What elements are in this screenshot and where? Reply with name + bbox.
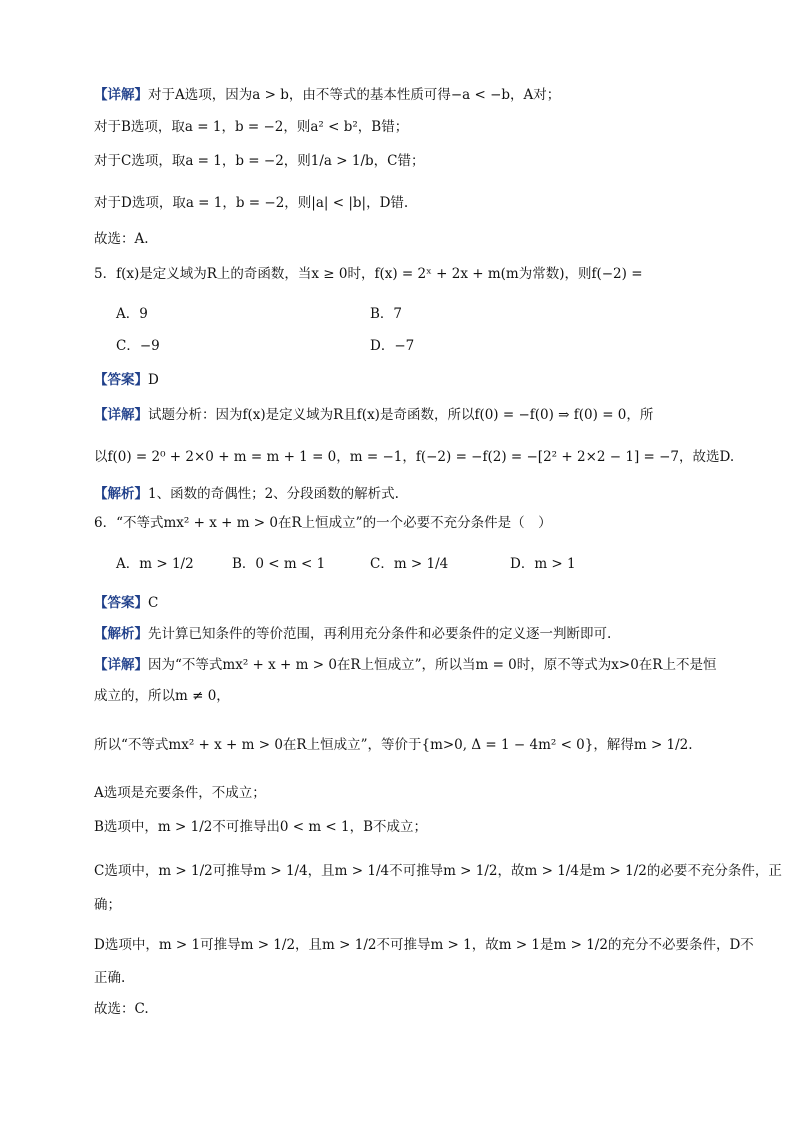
q5-option-b: B．7	[370, 306, 403, 322]
q5-detail-line-2: 以f(0) = 2⁰ + 2×0 + m = m + 1 = 0，m = −1，f(−2) = −f(2) = −[2² + 2×2 − 1] = −7，故选D.	[94, 449, 735, 465]
q6-option-b: B．0 < m < 1	[232, 556, 326, 572]
q6-option-d: D．m > 1	[510, 556, 576, 572]
q6-option-c-analysis-2: 确；	[94, 897, 121, 913]
detail-tag: 【详解】	[94, 407, 148, 423]
q6-option-b-analysis: B选项中，m > 1/2不可推导出0 < m < 1，B不成立；	[94, 819, 428, 835]
detail-tag: 【详解】	[94, 87, 148, 103]
analysis-text: 先计算已知条件的等价范围，再利用充分条件和必要条件的定义逐一判断即可.	[148, 626, 612, 642]
q5-option-d: D．−7	[370, 338, 415, 354]
analysis-tag: 【解析】	[94, 486, 148, 502]
detail-text: 试题分析：因为f(x)是定义域为R且f(x)是奇函数，所以f(0) = −f(0) ⇒ f(0) = 0，所	[148, 407, 654, 423]
analysis-text: 1、函数的奇偶性；2、分段函数的解析式.	[148, 486, 399, 502]
q5-analysis-line	[94, 485, 706, 503]
answer-tag: 【答案】	[94, 595, 148, 611]
q6-detail-line-1	[94, 656, 717, 674]
q5-answer-line	[94, 371, 706, 389]
q6-option-d-analysis-2: 正确.	[94, 970, 126, 986]
q6-answer-line	[94, 594, 706, 612]
q5-option-a: A．9	[116, 306, 148, 322]
q6-detail-line-3: 所以“不等式mx² + x + m > 0在R上恒成立”，等价于{m>0, Δ = 1 − 4m² < 0}，解得m > 1/2.	[94, 737, 693, 753]
detail-line-1	[94, 86, 706, 104]
detail-text: 对于A选项，因为a > b，由不等式的基本性质可得−a < −b，A对；	[148, 87, 561, 103]
q5-option-c: C．−9	[116, 338, 160, 354]
answer-tag: 【答案】	[94, 372, 148, 388]
q6-conclusion: 故选：C.	[94, 1001, 149, 1017]
question-6-stem: 6．“不等式mx² + x + m > 0在R上恒成立”的一个必要不充分条件是（ ）	[94, 515, 552, 531]
detail-line-2: 对于B选项，取a = 1，b = −2，则a² < b²，B错；	[94, 119, 409, 135]
q6-option-a-analysis: A选项是充要条件，不成立；	[94, 785, 266, 801]
detail-line-4: 对于D选项，取a = 1，b = −2，则|a| < |b|，D错.	[94, 195, 409, 211]
q6-option-d-analysis-1: D选项中，m > 1可推导m > 1/2，且m > 1/2不可推导m > 1，故m > 1是m > 1/2的充分不必要条件，D不	[94, 937, 754, 953]
q6-detail-line-2: 成立的，所以m ≠ 0，	[94, 688, 230, 704]
detail-line-3: 对于C选项，取a = 1，b = −2，则1/a > 1/b，C错；	[94, 153, 425, 169]
q6-option-c-analysis-1: C选项中，m > 1/2可推导m > 1/4，且m > 1/4不可推导m > 1/2，故m > 1/4是m > 1/2的必要不充分条件，正	[94, 863, 782, 879]
q6-option-c: C．m > 1/4	[370, 556, 449, 572]
detail-text: 因为“不等式mx² + x + m > 0在R上恒成立”，所以当m = 0时，原不等式为x>0在R上不是恒	[148, 657, 717, 673]
q5-detail-line-1	[94, 406, 706, 424]
answer-value: C	[148, 595, 159, 611]
analysis-tag: 【解析】	[94, 626, 148, 642]
detail-tag: 【详解】	[94, 657, 148, 673]
conclusion-line: 故选：A.	[94, 231, 149, 247]
answer-value: D	[148, 372, 159, 388]
q6-option-a: A．m > 1/2	[116, 556, 194, 572]
q6-analysis-line	[94, 625, 706, 643]
question-5-stem: 5．f(x)是定义域为R上的奇函数，当x ≥ 0时，f(x) = 2ˣ + 2x + m(m为常数)，则f(−2) =	[94, 266, 643, 282]
